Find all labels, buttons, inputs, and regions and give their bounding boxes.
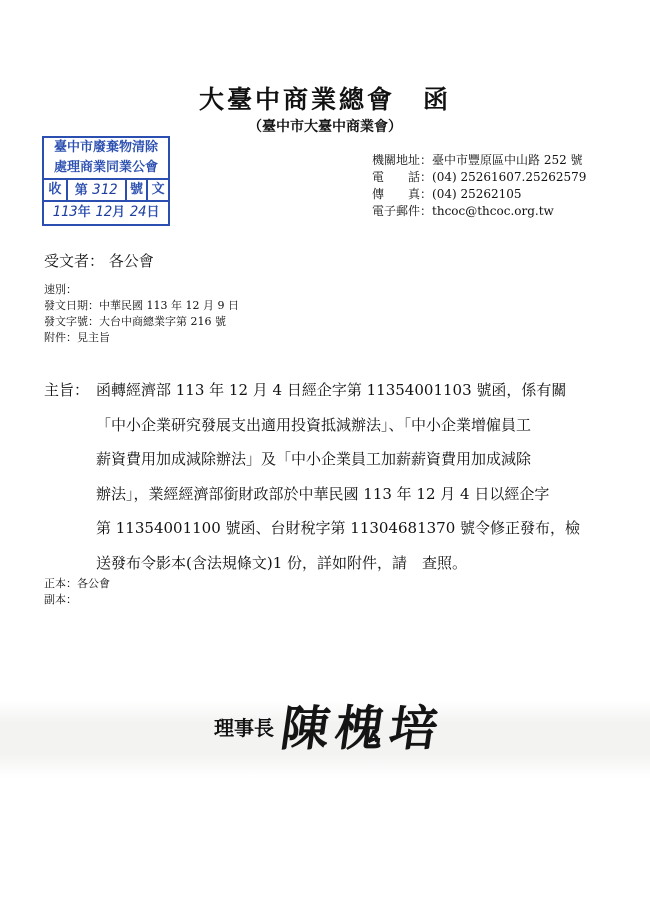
stamp-date-row [44,200,168,223]
stamp-recv-cell [68,180,127,201]
subject-line: 「中小企業研究發展支出適用投資抵減辦法」、「中小企業增僱員工 [96,415,532,434]
subject-text [96,373,616,580]
stamp-line-2: 處理商業同業公會 [53,160,158,175]
recipient [44,250,154,271]
stamp-date-year: 113 [52,204,78,220]
document-title: 大臺中商業總會 函 [198,85,451,114]
subject-line: 辦法」，業經經濟部銜財政部於中華民國 113 年 12 月 4 日以經企字 [96,484,550,503]
meta-attachment: 附件：見主旨 [44,331,110,344]
stamp-receipt-row [44,178,168,201]
dispatch-meta [44,282,239,346]
contact-address: 機關地址：臺中市豐原區中山路 252 號 [372,153,583,167]
stamp-line-1: 臺中市廢棄物清除 [53,140,158,155]
stamp-wen-label: 文 [151,182,165,197]
stamp-recv-label: 收 [44,180,68,201]
stamp-day-label: 日 [146,205,160,220]
signature-title: 理事長 [214,716,274,740]
meta-number: 發文字號：大台中商總業字第 216 號 [44,315,226,328]
contact-fax: 傳 真：(04) 25262105 [372,187,522,201]
recipient-label: 受文者： [44,252,105,270]
stamp-date-day: 24 [129,204,147,220]
contact-phone: 電 話：(04) 25261607.25262579 [372,170,587,184]
document-subtitle: （臺中市大臺中商業會） [248,119,402,135]
meta-date: 發文日期：中華民國 113 年 12 月 9 日 [44,299,239,312]
copies-section [44,576,110,608]
stamp-recv-prefix: 第 [74,183,93,198]
stamp-date-month: 12 [95,204,113,220]
meta-speed: 速別： [44,283,77,296]
subject-label: 主旨： [44,381,90,399]
subject-line: 函轉經濟部 113 年 12 月 4 日經企字第 11354001103 號函，係有關 [96,381,567,399]
subject-line: 送發布令影本(含法規條文)1 份，詳如附件，請 查照。 [96,553,468,572]
contact-block [372,152,586,220]
stamp-year-label: 年 [77,205,91,220]
main-copy: 正本：各公會 [44,577,110,590]
contact-email: 電子郵件：thcoc@thcoc.org.tw [372,204,554,218]
carbon-copy: 副本： [44,593,77,606]
recipient-value: 各公會 [108,252,154,270]
subject-line: 薪資費用加成減除辦法」及「中小企業員工加薪薪資費用加成減除 [96,450,532,468]
subject-line: 第 11354001100 號函、台財稅字第 11304681370 號令修正發布，檢 [96,519,581,537]
stamp-month-label: 月 [112,205,126,220]
stamp-recv-number: 312 [92,182,118,198]
received-stamp [42,136,170,226]
stamp-hao-label: 號 [127,180,149,201]
signature-name: 陳槐培 [277,701,448,757]
